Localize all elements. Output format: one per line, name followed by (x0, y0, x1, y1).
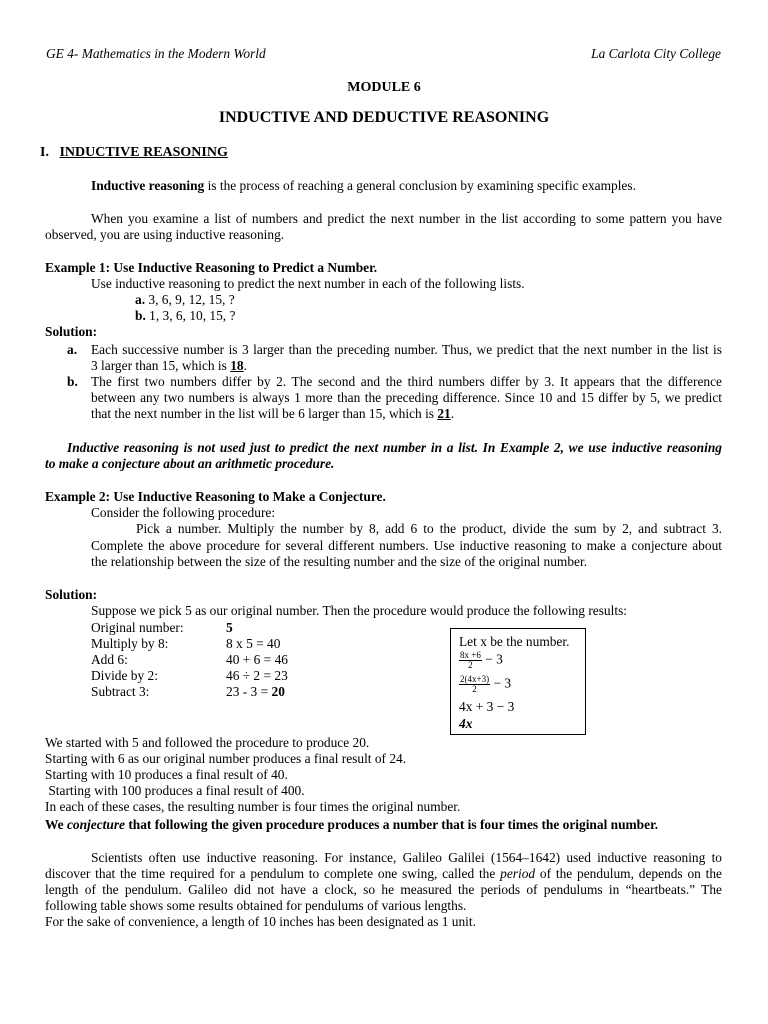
step-value-text: 40 + 6 = 46 (226, 652, 288, 667)
galileo-line3: length of the pendulum. Galileo did not have a clock, so he measured the periods of pendulums in “heartbeats.” The (45, 882, 722, 897)
step-value-text: 46 ÷ 2 = 23 (226, 668, 288, 683)
solution-a-line2 (91, 358, 247, 374)
solution-a-label: a. (67, 342, 78, 357)
example2-solution-label: Solution: (45, 587, 98, 602)
header-course: GE 4- Mathematics in the Modern World (46, 46, 266, 61)
step-value (226, 652, 288, 668)
item-b-label: b. (135, 308, 146, 323)
item-a-label: a. (135, 292, 146, 307)
step-value (226, 684, 285, 700)
note-line2: to make a conjecture about an arithmetic procedure. (45, 456, 335, 471)
step-value-bold: 20 (271, 684, 285, 699)
example1-item-b (135, 308, 235, 324)
galileo-line4: following table shows some results obtained for pendulums of various lengths. (45, 898, 467, 913)
step-value-text: 8 x 5 = 40 (226, 636, 281, 651)
box-step1 (459, 651, 503, 670)
box-result: 4x (459, 716, 473, 731)
galileo-period-word: period (500, 866, 536, 881)
section-heading (40, 145, 228, 161)
galileo-line5: For the sake of convenience, a length of 10 inches has been designated as 1 unit. (45, 914, 476, 929)
box-minus-1: − 3 (485, 651, 503, 667)
galileo-line2 (45, 866, 722, 882)
solution-b-label: b. (67, 374, 78, 389)
step-value-text: 23 - 3 = (226, 684, 272, 699)
fraction-1 (459, 651, 482, 670)
solution-a-line1: Each successive number is 3 larger than the preceding number. Thus, we predict that the next number in the list is (91, 342, 722, 357)
note-line1: Inductive reasoning is not used just to predict the next number in a list. In Example 2, we use inductive reasoning (67, 440, 722, 455)
item-b-text: 1, 3, 6, 10, 15, ? (145, 308, 236, 323)
solution-a-period: . (243, 358, 247, 373)
box-let-x: Let x be the number. (459, 634, 570, 649)
conjecture-post: that following the given procedure produces a number that is four times the original number. (124, 817, 659, 832)
item-a-text: 3, 6, 9, 12, 15, ? (145, 292, 235, 307)
step-value (226, 620, 233, 636)
solution-a-text: 3 larger than 15, which is (91, 358, 231, 373)
page-title: INDUCTIVE AND DEDUCTIVE REASONING (218, 109, 550, 126)
example2-consider: Consider the following procedure: (91, 505, 276, 520)
example2-title: Example 2: Use Inductive Reasoning to Make a Conjecture. (45, 489, 386, 504)
step-value (226, 668, 288, 684)
solution-b-period: . (450, 406, 455, 421)
box-step2 (459, 675, 511, 694)
algebra-box (450, 628, 586, 735)
conjecture-statement (45, 817, 658, 833)
result-line: In each of these cases, the resulting number is four times the original number. (45, 799, 461, 814)
fraction-2-denominator: 2 (472, 684, 477, 694)
solution-a-answer: 18 (230, 358, 244, 373)
step-label: Original number: (91, 620, 184, 635)
fraction-1-denominator: 2 (468, 660, 473, 670)
definition-text: is the process of reaching a general conclusion by examining specific examples. (204, 178, 636, 193)
example1-solution-label: Solution: (45, 324, 98, 339)
procedure-line1: Pick a number. Multiply the number by 8, add 6 to the product, divide the sum by 2, and subtract 3. (136, 521, 722, 536)
step-label: Divide by 2: (91, 668, 158, 683)
example1-prompt: Use inductive reasoning to predict the next number in each of the following lists. (91, 276, 525, 291)
section-title: INDUCTIVE REASONING (59, 145, 228, 160)
conjecture-pre: We (45, 817, 67, 832)
example2-suppose: Suppose we pick 5 as our original number. Then the procedure would produce the following results: (91, 603, 628, 618)
galileo-line2-post: of the pendulum, depends on the (535, 866, 723, 881)
solution-b-line2: between any two numbers is always 1 more than the preceding difference. Since 10 and 15 differ by 5, we predict (91, 390, 722, 405)
step-label: Multiply by 8: (91, 636, 169, 651)
box-minus-2: − 3 (493, 675, 512, 691)
paragraph-examine-line2: observed, you are using inductive reasoning. (45, 227, 285, 242)
result-line: Starting with 10 produces a final result of 40. (45, 767, 288, 782)
result-line: We started with 5 and followed the procedure to produce 20. (45, 735, 370, 750)
box-step3: 4x + 3 − 3 (459, 699, 515, 714)
procedure-line3: the relationship between the size of the resulting number and the size of the original number. (91, 554, 588, 569)
galileo-line1: Scientists often use inductive reasoning. For instance, Galileo Galilei (1564–1642) used inductive reasoning to (91, 850, 722, 865)
result-line: Starting with 6 as our original number produces a final result of 24. (45, 751, 407, 766)
example1-title: Example 1: Use Inductive Reasoning to Predict a Number. (45, 260, 378, 275)
conjecture-word: conjecture (66, 817, 125, 832)
example1-item-a (135, 292, 235, 308)
step-value-bold: 5 (226, 620, 233, 635)
paragraph-examine-line1: When you examine a list of numbers and predict the next number in the list according to some pattern you have (91, 211, 722, 226)
step-label: Subtract 3: (91, 684, 150, 699)
solution-b-text: that the next number in the list will be 6 larger than 15, which is (91, 406, 438, 421)
definition-term: Inductive reasoning (91, 178, 205, 193)
solution-b-answer: 21 (437, 406, 451, 421)
definition-paragraph (91, 178, 636, 194)
module-title: MODULE 6 (347, 80, 421, 95)
galileo-line2-pre: discover that the time required for a pendulum to complete one swing, called the (45, 866, 501, 881)
fraction-1-numerator: 8x +6 (460, 650, 481, 660)
fraction-2 (459, 675, 490, 694)
step-label: Add 6: (91, 652, 128, 667)
fraction-2-numerator: 2(4x+3) (460, 674, 490, 684)
step-value (226, 636, 280, 652)
solution-b-line3 (91, 406, 454, 422)
solution-b-line1: The first two numbers differ by 2. The second and the third numbers differ by 3. It appears that the difference (91, 374, 722, 389)
procedure-line2: Complete the above procedure for several different numbers. Use inductive reasoning to make a conjecture about (91, 538, 722, 553)
header-college: La Carlota City College (591, 46, 721, 61)
result-line: Starting with 100 produces a final result of 400. (45, 783, 305, 798)
section-number: I. (40, 145, 49, 160)
